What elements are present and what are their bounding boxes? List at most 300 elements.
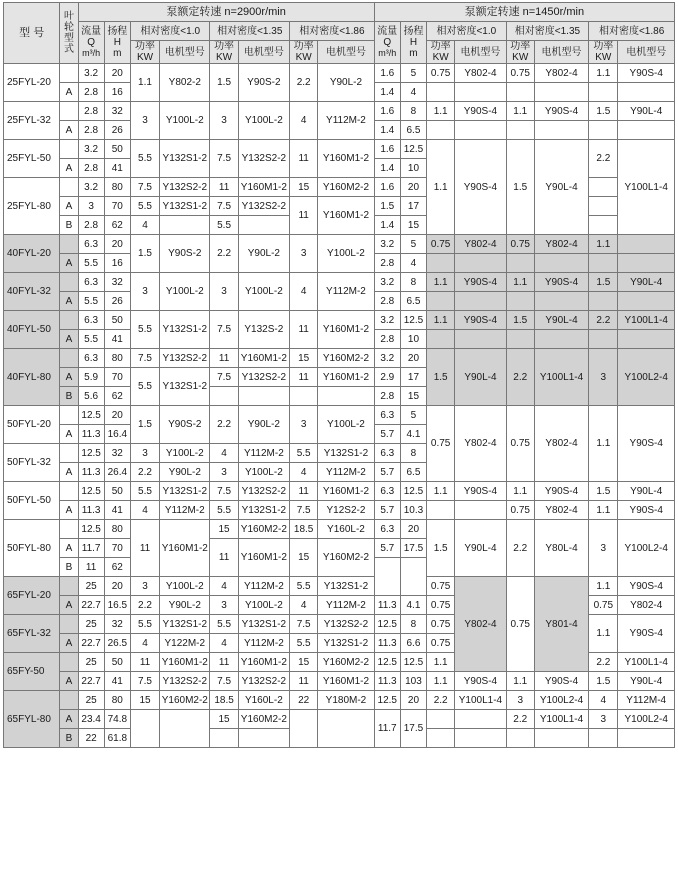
cell-power-d100-2900: 5.5 [130,482,159,501]
cell-head-2900: 20 [104,235,130,254]
cell-power-d135-2900: 7.5 [210,140,238,178]
cell-motor-d135-2900: Y132S-2 [238,311,289,349]
cell-power-d135-1450: 1.1 [506,482,534,501]
cell-motor-d135-2900: Y160M1-2 [238,653,289,672]
cell-motor-d135-2900: Y160L-2 [238,691,289,710]
cell-motor-d186-1450: Y100L1-4 [618,311,675,330]
cell-flow-2900: 2.8 [78,102,104,121]
cell-motor-d100-1450: Y90S-4 [455,102,506,121]
cell-motor-d186-1450: Y90L-4 [618,273,675,292]
cell-motor-d186-1450: Y90S-4 [618,501,675,520]
cell-power-d186-2900: 15 [290,349,318,368]
cell-motor-d186-2900 [318,387,374,406]
header-power-unit: KW [432,52,449,63]
cell-power-d100-1450: 1.5 [427,349,455,406]
cell-head-1450: 103 [400,672,426,691]
cell-motor-d100-1450: Y802-4 [455,577,506,672]
cell-motor-d186-1450 [618,292,675,311]
cell-motor-d186-2900: Y112M-2 [318,596,374,615]
cell-impeller [60,64,78,83]
cell-power-d100-2900: 5.5 [130,197,159,216]
cell-head-1450: 12.5 [400,140,426,159]
cell-power-d186-2900: 5.5 [290,634,318,653]
cell-flow-1450: 6.3 [374,406,400,425]
cell-motor-d100-2900 [160,216,210,235]
cell-motor-d100-1450: Y802-4 [455,235,506,254]
cell-power-d186-1450 [589,216,618,235]
cell-head-2900: 62 [104,558,130,577]
cell-motor-d100-1450: Y100L1-4 [455,691,506,710]
cell-power-d135-2900: 11 [210,178,238,197]
cell-model: 50FYL-20 [4,406,60,444]
cell-head-1450: 10 [400,330,426,349]
cell-motor-d100-1450 [455,83,506,102]
cell-power-d186-1450 [589,83,618,102]
header-head-1450 [400,22,426,64]
cell-head-2900: 70 [104,368,130,387]
cell-power-d186-1450: 1.1 [589,577,618,596]
cell-power-d135-2900: 4 [210,634,238,653]
cell-power-d186-1450: 2.2 [589,311,618,330]
header-flow-1450 [374,22,400,64]
cell-power-d100-2900: 2.2 [130,596,159,615]
cell-motor-d135-2900: Y132S1-2 [238,615,289,634]
cell-power-d135-1450: 3 [506,691,534,710]
cell-head-1450: 4 [400,254,426,273]
cell-flow-2900: 11.7 [78,539,104,558]
cell-model: 65FYL-20 [4,577,60,615]
cell-power-d186-1450: 1.5 [589,672,618,691]
cell-motor-d100-2900: Y132S2-2 [160,349,210,368]
cell-head-1450: 15 [400,216,426,235]
cell-power-d186-1450: 3 [589,520,618,577]
cell-model: 25FYL-50 [4,140,60,178]
cell-head-2900: 50 [104,311,130,330]
cell-motor-d186-1450 [618,254,675,273]
table-row [4,710,675,729]
cell-motor-d100-1450 [455,292,506,311]
cell-power-d186-2900: 22 [290,691,318,710]
cell-head-2900: 16 [104,254,130,273]
cell-flow-2900: 3 [78,197,104,216]
cell-flow-2900: 11.3 [78,463,104,482]
cell-power-d100-2900: 3 [130,273,159,311]
cell-head-1450: 12.5 [400,311,426,330]
cell-impeller: A [60,425,78,444]
header-motor: 电机型号 [534,41,588,64]
cell-power-d135-2900: 4 [210,577,238,596]
cell-impeller: A [60,159,78,178]
cell-flow-1450: 6.3 [374,520,400,539]
cell-flow-2900: 25 [78,577,104,596]
cell-model: 40FYL-20 [4,235,60,273]
cell-flow-1450: 1.6 [374,64,400,83]
cell-motor-d100-1450: Y90L-4 [455,349,506,406]
cell-head-2900: 41 [104,501,130,520]
cell-head-1450: 4.1 [400,596,426,615]
cell-flow-2900: 11 [78,558,104,577]
header-power-unit: KW [512,52,529,63]
cell-power-d100-1450: 0.75 [427,596,455,615]
cell-power-d100-1450 [427,292,455,311]
cell-motor-d135-1450: Y100L2-4 [534,691,588,710]
cell-head-2900: 41 [104,672,130,691]
cell-power-d135-1450: 0.75 [506,501,534,520]
cell-motor-d135-2900: Y132S2-2 [238,482,289,501]
cell-flow-2900: 3.2 [78,178,104,197]
cell-motor-d186-2900: Y160M2-2 [318,653,374,672]
cell-motor-d186-1450: Y90S-4 [618,577,675,596]
cell-motor-d100-2900: Y160M1-2 [160,520,210,577]
cell-motor-d135-2900 [238,216,289,235]
cell-power-d135-1450: 1.1 [506,672,534,691]
cell-power-d100-1450: 1.1 [427,311,455,330]
cell-flow-2900: 12.5 [78,406,104,425]
cell-motor-d186-2900: Y100L-2 [318,406,374,444]
cell-flow-1450: 6.3 [374,482,400,501]
cell-flow-2900: 25 [78,653,104,672]
header-head-label: 扬程 [403,26,424,37]
cell-power-d100-1450 [427,729,455,748]
cell-flow-2900: 5.5 [78,330,104,349]
cell-power-d100-2900: 7.5 [130,672,159,691]
header-head-2900 [104,22,130,64]
cell-power-d135-2900: 15 [210,710,238,729]
cell-head-1450: 12.5 [400,482,426,501]
cell-motor-d135-2900: Y132S2-2 [238,672,289,691]
cell-motor-d135-2900: Y90L-2 [238,406,289,444]
header-row-2 [4,22,675,41]
cell-power-d100-1450: 0.75 [427,235,455,254]
cell-head-2900: 50 [104,653,130,672]
cell-power-d100-1450: 1.1 [427,140,455,235]
cell-motor-d186-1450 [618,729,675,748]
cell-impeller [60,349,78,368]
header-power [130,41,159,64]
cell-power-d100-1450: 0.75 [427,634,455,653]
cell-head-1450: 17.5 [400,539,426,558]
cell-motor-d186-2900: Y112M-2 [318,273,374,311]
cell-flow-1450: 5.7 [374,501,400,520]
cell-flow-1450: 3.2 [374,349,400,368]
cell-flow-2900: 6.3 [78,349,104,368]
cell-power-d186-2900: 11 [290,197,318,235]
cell-flow-1450: 12.5 [374,615,400,634]
cell-motor-d100-1450: Y90S-4 [455,140,506,235]
cell-motor-d135-2900: Y132S2-2 [238,368,289,387]
cell-power-d135-1450: 0.75 [506,64,534,83]
cell-motor-d186-2900: Y132S1-2 [318,634,374,653]
table-row [4,406,675,425]
cell-flow-1450: 1.6 [374,140,400,159]
cell-head-1450: 4 [400,83,426,102]
cell-head-1450: 8 [400,444,426,463]
header-power-label: 功率 [293,41,314,52]
header-flow-unit: m³/h [378,48,397,58]
header-power-unit: KW [216,52,233,63]
cell-head-2900: 80 [104,691,130,710]
cell-power-d186-1450: 1.5 [589,102,618,121]
cell-motor-d135-2900: Y160M1-2 [238,178,289,197]
header-flow-2900 [78,22,104,64]
cell-head-2900: 41 [104,159,130,178]
cell-power-d100-2900: 5.5 [130,311,159,349]
cell-power-d135-1450: 1.5 [506,311,534,330]
header-head-unit: m [409,48,418,59]
cell-power-d186-2900 [290,387,318,406]
cell-flow-2900: 12.5 [78,520,104,539]
cell-motor-d186-1450 [618,121,675,140]
cell-motor-d100-1450: Y90S-4 [455,311,506,330]
header-power [210,41,238,64]
cell-power-d100-2900: 3 [130,102,159,140]
cell-impeller [60,615,78,634]
cell-power-d186-2900: 3 [290,406,318,444]
header-row-1 [4,3,675,22]
cell-power-d100-2900: 11 [130,653,159,672]
cell-motor-d186-2900: Y100L-2 [318,235,374,273]
cell-power-d100-1450: 0.75 [427,577,455,596]
cell-power-d186-2900: 5.5 [290,577,318,596]
cell-motor-d186-2900: Y160L-2 [318,520,374,539]
cell-flow-2900: 25 [78,691,104,710]
cell-motor-d100-1450: Y90L-4 [455,520,506,577]
cell-head-1450: 20 [400,178,426,197]
cell-flow-2900: 23.4 [78,710,104,729]
cell-motor-d100-2900: Y100L-2 [160,273,210,311]
cell-motor-d186-2900: Y160M2-2 [318,539,374,577]
table-row [4,349,675,368]
header-head-unit: m [113,48,122,59]
cell-power-d135-2900: 2.2 [210,406,238,444]
cell-flow-1450: 2.8 [374,292,400,311]
cell-impeller: B [60,558,78,577]
cell-power-d100-2900: 5.5 [130,368,159,406]
cell-flow-2900: 3.2 [78,140,104,159]
cell-flow-2900: 22 [78,729,104,748]
cell-model: 40FYL-32 [4,273,60,311]
header-power-unit: KW [295,52,312,63]
cell-head-1450: 15 [400,387,426,406]
cell-flow-1450: 6.3 [374,444,400,463]
cell-model: 40FYL-80 [4,349,60,406]
cell-impeller: A [60,710,78,729]
cell-flow-1450: 11.3 [374,634,400,653]
cell-motor-d186-2900: Y160M2-2 [318,178,374,197]
cell-motor-d135-1450 [534,729,588,748]
cell-flow-2900: 25 [78,615,104,634]
cell-motor-d135-2900: Y132S1-2 [238,501,289,520]
cell-power-d186-2900: 11 [290,368,318,387]
cell-motor-d135-2900: Y132S2-2 [238,140,289,178]
cell-flow-1450: 3.2 [374,235,400,254]
cell-power-d100-2900: 2.2 [130,463,159,482]
cell-impeller [60,235,78,254]
cell-motor-d135-2900: Y132S2-2 [238,197,289,216]
cell-head-2900: 70 [104,539,130,558]
header-motor: 电机型号 [238,41,289,64]
header-power-label: 功率 [135,41,155,52]
cell-motor-d100-1450: Y90S-4 [455,273,506,292]
cell-motor-d135-1450 [534,121,588,140]
cell-power-d135-2900 [210,387,238,406]
cell-power-d135-2900: 7.5 [210,672,238,691]
cell-motor-d100-2900: Y160M1-2 [160,653,210,672]
table-row [4,273,675,292]
cell-motor-d186-2900: Y132S2-2 [318,615,374,634]
cell-flow-2900: 3.2 [78,64,104,83]
cell-motor-d135-1450: Y90L-4 [534,311,588,330]
cell-power-d186-2900: 3 [290,235,318,273]
table-row [4,482,675,501]
table-row [4,501,675,520]
table-row [4,577,675,596]
cell-impeller: B [60,729,78,748]
table-row [4,102,675,121]
cell-model: 40FYL-50 [4,311,60,349]
cell-motor-d186-1450: Y90L-4 [618,482,675,501]
table-row [4,520,675,539]
cell-flow-1450: 11.3 [374,596,400,615]
table-row [4,140,675,159]
cell-head-1450: 6.6 [400,634,426,653]
cell-motor-d186-2900: Y160M1-2 [318,482,374,501]
header-flow-unit: m³/h [82,48,101,58]
cell-power-d186-1450: 3 [589,349,618,406]
cell-motor-d135-2900: Y112M-2 [238,444,289,463]
cell-power-d100-2900: 5.5 [130,140,159,178]
cell-motor-d186-1450: Y90L-4 [618,102,675,121]
cell-motor-d135-1450 [534,254,588,273]
cell-motor-d186-1450: Y90S-4 [618,615,675,653]
cell-flow-2900: 5.9 [78,368,104,387]
cell-motor-d135-2900: Y90L-2 [238,235,289,273]
cell-motor-d186-2900: Y160M1-2 [318,672,374,691]
cell-power-d186-2900: 5.5 [290,444,318,463]
cell-head-2900: 20 [104,577,130,596]
pump-spec-table [3,2,675,748]
header-power [589,41,618,64]
cell-flow-1450 [374,558,400,596]
cell-motor-d100-2900: Y132S1-2 [160,482,210,501]
cell-flow-1450: 12.5 [374,653,400,672]
cell-motor-d135-2900: Y160M2-2 [238,710,289,729]
cell-power-d135-2900: 11 [210,653,238,672]
cell-power-d135-2900: 11 [210,349,238,368]
cell-motor-d100-2900: Y132S1-2 [160,615,210,634]
cell-model: 50FYL-80 [4,520,60,577]
cell-power-d135-2900: 3 [210,463,238,482]
cell-power-d135-1450: 0.75 [506,235,534,254]
cell-head-1450: 20 [400,520,426,539]
cell-motor-d186-2900: Y160M1-2 [318,311,374,349]
cell-head-1450: 20 [400,691,426,710]
cell-power-d186-1450: 1.5 [589,273,618,292]
header-density-1-86: 相对密度<1.86 [589,22,675,41]
cell-motor-d186-2900: Y160M1-2 [318,197,374,235]
cell-power-d100-2900: 1.5 [130,406,159,444]
cell-head-1450: 20 [400,349,426,368]
header-density-1-35: 相对密度<1.35 [506,22,589,41]
cell-impeller: A [60,83,78,102]
cell-power-d186-1450: 2.2 [589,140,618,178]
header-density-1-86: 相对密度<1.86 [290,22,375,41]
cell-power-d100-2900: 7.5 [130,349,159,368]
cell-power-d186-2900: 7.5 [290,501,318,520]
cell-head-1450: 6.5 [400,292,426,311]
cell-model: 50FYL-32 [4,444,60,482]
cell-motor-d100-1450 [455,330,506,349]
cell-power-d186-1450: 1.5 [589,482,618,501]
cell-flow-2900: 12.5 [78,482,104,501]
cell-power-d186-1450: 0.75 [589,596,618,615]
cell-motor-d135-1450: Y802-4 [534,406,588,482]
header-motor: 电机型号 [455,41,506,64]
cell-motor-d186-2900: Y160M1-2 [318,140,374,178]
cell-impeller: A [60,254,78,273]
cell-impeller: A [60,121,78,140]
cell-flow-1450: 12.5 [374,691,400,710]
cell-impeller [60,520,78,539]
cell-motor-d186-1450: Y100L2-4 [618,520,675,577]
cell-motor-d186-2900: Y12S2-2 [318,501,374,520]
cell-motor-d135-2900: Y160M2-2 [238,520,289,539]
cell-power-d186-2900: 4 [290,273,318,311]
header-power [290,41,318,64]
cell-motor-d100-1450 [455,710,506,729]
cell-flow-2900: 6.3 [78,235,104,254]
cell-head-1450: 8 [400,102,426,121]
cell-flow-2900: 2.8 [78,121,104,140]
cell-head-2900: 50 [104,482,130,501]
cell-motor-d100-2900: Y802-2 [160,64,210,102]
header-flow-symbol: Q [383,37,392,48]
header-power-unit: KW [136,52,154,63]
cell-power-d100-2900: 15 [130,691,159,710]
cell-power-d135-2900: 3 [210,596,238,615]
cell-power-d186-1450 [589,121,618,140]
cell-power-d135-2900: 1.5 [210,64,238,102]
cell-power-d135-1450 [506,330,534,349]
header-motor: 电机型号 [618,41,675,64]
cell-power-d135-1450: 1.5 [506,140,534,235]
cell-power-d100-1450 [427,121,455,140]
cell-flow-1450: 2.9 [374,368,400,387]
cell-power-d100-2900: 5.5 [130,615,159,634]
cell-flow-1450: 2.8 [374,387,400,406]
cell-motor-d100-2900: Y132S1-2 [160,368,210,406]
cell-head-1450: 6.5 [400,121,426,140]
cell-power-d186-1450 [589,330,618,349]
cell-motor-d186-1450: Y90S-4 [618,406,675,482]
table-row [4,691,675,710]
table-row [4,235,675,254]
cell-head-2900: 32 [104,615,130,634]
cell-power-d186-1450: 1.1 [589,501,618,520]
cell-motor-d100-1450 [455,729,506,748]
cell-power-d135-2900: 18.5 [210,691,238,710]
cell-motor-d186-2900: Y160M1-2 [318,368,374,387]
cell-impeller: A [60,596,78,615]
cell-power-d186-2900 [290,710,318,748]
cell-impeller [60,482,78,501]
cell-motor-d135-1450: Y801-4 [534,577,588,672]
cell-impeller [60,406,78,425]
cell-power-d100-1450 [427,83,455,102]
cell-head-2900: 16.4 [104,425,130,444]
cell-power-d135-1450 [506,121,534,140]
cell-flow-1450: 1.6 [374,178,400,197]
